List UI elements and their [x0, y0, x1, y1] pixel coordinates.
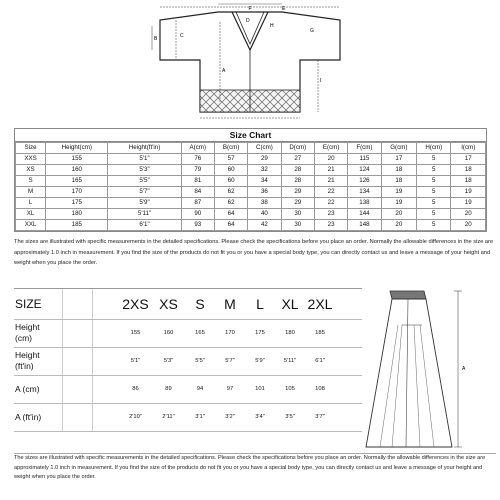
table-cell: 60: [214, 165, 247, 176]
table-cell: 126: [348, 176, 381, 187]
diagram-label-e: E: [282, 6, 286, 12]
table-cell: 20: [451, 220, 486, 231]
pants-table-cell: 3'2": [215, 403, 245, 431]
table-cell: 79: [181, 165, 214, 176]
diagram-label-d: D: [246, 18, 250, 24]
table-cell: 5'9": [108, 198, 181, 209]
row-label-line1: Height: [15, 322, 40, 332]
pants-table-cell: 101: [245, 375, 275, 403]
table-cell: 29: [248, 154, 281, 165]
row-label-line1: A (ft'in): [15, 411, 42, 422]
size-l: L: [245, 289, 275, 319]
table-row: [16, 209, 486, 220]
table-cell: 5: [417, 176, 451, 187]
table-cell: 5'1": [108, 154, 181, 165]
table-cell: 5'5": [108, 176, 181, 187]
table-cell: 170: [46, 187, 108, 198]
table-cell: 38: [248, 198, 281, 209]
size-header-label: SIZE: [14, 289, 62, 319]
pants-table-cell: 105: [275, 375, 305, 403]
row-label-line1: A (cm): [15, 383, 40, 394]
table-cell: 23: [314, 220, 347, 231]
row-label: [14, 375, 62, 403]
table-row: [16, 187, 486, 198]
table-cell: 87: [181, 198, 214, 209]
column-header: G(cm): [381, 143, 416, 154]
table-cell: 19: [451, 198, 486, 209]
table-cell: 22: [314, 198, 347, 209]
table-cell: 93: [181, 220, 214, 231]
table-cell: 21: [314, 176, 347, 187]
table-row: [16, 154, 486, 165]
column-header: E(cm): [314, 143, 347, 154]
table-cell: 134: [348, 187, 381, 198]
diagram-label-c: C: [180, 33, 184, 39]
table-cell: 6'1": [108, 220, 181, 231]
size-m: M: [215, 289, 245, 319]
table-cell: 5: [417, 154, 451, 165]
row-label-line2: (ft'in): [15, 361, 34, 371]
table-cell: XL: [16, 209, 46, 220]
pants-table-cell: 3'5": [275, 403, 305, 431]
pants-table-cell: 108: [305, 375, 335, 403]
pants-table-cell: 3'1": [185, 403, 215, 431]
table-cell: 19: [381, 187, 416, 198]
pants-size-chart: [14, 288, 362, 452]
pants-table-cell: 165: [185, 319, 215, 347]
row-label-line1: Height: [15, 350, 40, 360]
table-row: [16, 220, 486, 231]
pants-table-cell: 2'10": [119, 403, 152, 431]
table-cell: 124: [348, 165, 381, 176]
table-cell: 27: [281, 154, 314, 165]
table-row: [16, 198, 486, 209]
size-chart-title: Size Chart: [15, 129, 486, 142]
table-cell: 175: [46, 198, 108, 209]
column-header: A(cm): [181, 143, 214, 154]
table-cell: 144: [348, 209, 381, 220]
column-header: F(cm): [348, 143, 381, 154]
table-cell: 30: [281, 220, 314, 231]
table-cell: 42: [248, 220, 281, 231]
size-2xl: 2XL: [305, 289, 335, 319]
size-chart-grid: [15, 142, 486, 231]
table-cell: 5'7": [108, 187, 181, 198]
pants-table-row: [14, 319, 362, 347]
table-cell: 40: [248, 209, 281, 220]
table-cell: 28: [281, 165, 314, 176]
pants-table-cell: 6'1": [305, 347, 335, 375]
table-cell: 5: [417, 187, 451, 198]
row-label: [14, 403, 62, 431]
table-cell: 180: [46, 209, 108, 220]
pants-table-cell: 5'11": [275, 347, 305, 375]
table-cell: 90: [181, 209, 214, 220]
size-s: S: [185, 289, 215, 319]
table-cell: 5: [417, 220, 451, 231]
diagram-label-f: F: [248, 6, 252, 12]
table-cell: XS: [16, 165, 46, 176]
table-cell: XXL: [16, 220, 46, 231]
table-cell: 20: [381, 220, 416, 231]
table-cell: 5'11": [108, 209, 181, 220]
table-cell: 17: [381, 154, 416, 165]
table-cell: 62: [214, 198, 247, 209]
pants-diagram: [362, 285, 492, 453]
table-cell: 32: [248, 165, 281, 176]
table-cell: 160: [46, 165, 108, 176]
pants-table-cell: 170: [215, 319, 245, 347]
table-cell: 20: [314, 154, 347, 165]
table-cell: 5'3": [108, 165, 181, 176]
table-cell: 5: [417, 198, 451, 209]
jacket-diagram: [150, 2, 350, 122]
table-cell: M: [16, 187, 46, 198]
pants-table-cell: 89: [152, 375, 185, 403]
table-cell: 19: [451, 187, 486, 198]
column-header: B(cm): [214, 143, 247, 154]
table-cell: 18: [381, 165, 416, 176]
diagram-label-b: B: [154, 36, 158, 42]
table-cell: 17: [451, 154, 486, 165]
pants-table-cell: 3'7": [305, 403, 335, 431]
pants-table-cell: 5'1": [119, 347, 152, 375]
column-header: Height(cm): [46, 143, 108, 154]
pants-table-cell: 86: [119, 375, 152, 403]
table-cell: S: [16, 176, 46, 187]
table-cell: 20: [451, 209, 486, 220]
pants-size-grid: [14, 289, 362, 432]
table-cell: 28: [281, 176, 314, 187]
diagram-label-g: G: [310, 28, 314, 34]
pants-table-row: [14, 347, 362, 375]
size-chart-table: [14, 128, 487, 232]
table-cell: 64: [214, 220, 247, 231]
size-xs: XS: [152, 289, 185, 319]
table-cell: 19: [381, 198, 416, 209]
pants-table-cell: 97: [215, 375, 245, 403]
row-label-line2: (cm): [15, 333, 32, 343]
size-chart-note: The sizes are illustrated with specific measurements in the detailed specifications. Please check the specifications before you place an order. Normally the allowable differences in the size are approximately 1.0 inch in measurement. If you find the size of the products do not fit you or you have a special body type, you can directly contact us and leave a message of your height and weight when you place the order.: [14, 239, 494, 266]
table-cell: 57: [214, 154, 247, 165]
column-header: Height(ft'in): [108, 143, 181, 154]
table-cell: 76: [181, 154, 214, 165]
table-cell: 29: [281, 198, 314, 209]
pants-label-a: A: [462, 366, 466, 372]
table-cell: 64: [214, 209, 247, 220]
table-cell: 18: [451, 176, 486, 187]
row-label: [14, 347, 62, 375]
table-cell: 22: [314, 187, 347, 198]
table-cell: 20: [381, 209, 416, 220]
table-cell: XXS: [16, 154, 46, 165]
table-cell: 60: [214, 176, 247, 187]
table-cell: 165: [46, 176, 108, 187]
size-xl: XL: [275, 289, 305, 319]
pants-size-note: The sizes are illustrated with specific measurements in the detailed specifications. Please check the specifications before you place an order. Normally the allowable differences in the size are approximately 1.0 inch in measurement. If you find the size of the products do not fit you or you have a special body type, you can directly contact us and leave a message of your height and weight when you place the order.: [14, 453, 496, 483]
pants-table-row: [14, 375, 362, 403]
pants-table-cell: 5'5": [185, 347, 215, 375]
table-cell: 5: [417, 165, 451, 176]
table-row: [16, 176, 486, 187]
diagram-label-i: I: [320, 78, 322, 84]
column-header: H(cm): [417, 143, 451, 154]
table-cell: 18: [451, 165, 486, 176]
table-cell: 36: [248, 187, 281, 198]
table-cell: 185: [46, 220, 108, 231]
table-cell: 148: [348, 220, 381, 231]
diagram-label-h: H: [270, 23, 274, 29]
pants-table-cell: 3'4": [245, 403, 275, 431]
pants-table-cell: 5'9": [245, 347, 275, 375]
column-header: D(cm): [281, 143, 314, 154]
pants-table-cell: 175: [245, 319, 275, 347]
table-cell: 81: [181, 176, 214, 187]
column-header: I(cm): [451, 143, 486, 154]
table-cell: L: [16, 198, 46, 209]
table-cell: 29: [281, 187, 314, 198]
table-cell: 23: [314, 209, 347, 220]
column-header: C(cm): [248, 143, 281, 154]
pants-table-cell: 155: [119, 319, 152, 347]
table-cell: 84: [181, 187, 214, 198]
table-cell: 30: [281, 209, 314, 220]
size-chart-header-row: [16, 143, 486, 154]
pants-table-cell: 160: [152, 319, 185, 347]
row-label: [14, 319, 62, 347]
pants-size-header-row: [14, 289, 362, 319]
table-cell: 62: [214, 187, 247, 198]
table-cell: 21: [314, 165, 347, 176]
table-row: [16, 165, 486, 176]
pants-table-cell: 5'7": [215, 347, 245, 375]
table-cell: 34: [248, 176, 281, 187]
pants-table-cell: 2'11": [152, 403, 185, 431]
pants-table-cell: 185: [305, 319, 335, 347]
pants-table-cell: 180: [275, 319, 305, 347]
table-cell: 5: [417, 209, 451, 220]
size-2xs: 2XS: [119, 289, 152, 319]
diagram-label-a: A: [222, 68, 226, 74]
table-cell: 138: [348, 198, 381, 209]
table-cell: 18: [381, 176, 416, 187]
table-cell: 115: [348, 154, 381, 165]
pants-table-cell: 94: [185, 375, 215, 403]
pants-table-cell: 5'3": [152, 347, 185, 375]
table-cell: 155: [46, 154, 108, 165]
column-header: Size: [16, 143, 46, 154]
pants-table-row: [14, 403, 362, 431]
